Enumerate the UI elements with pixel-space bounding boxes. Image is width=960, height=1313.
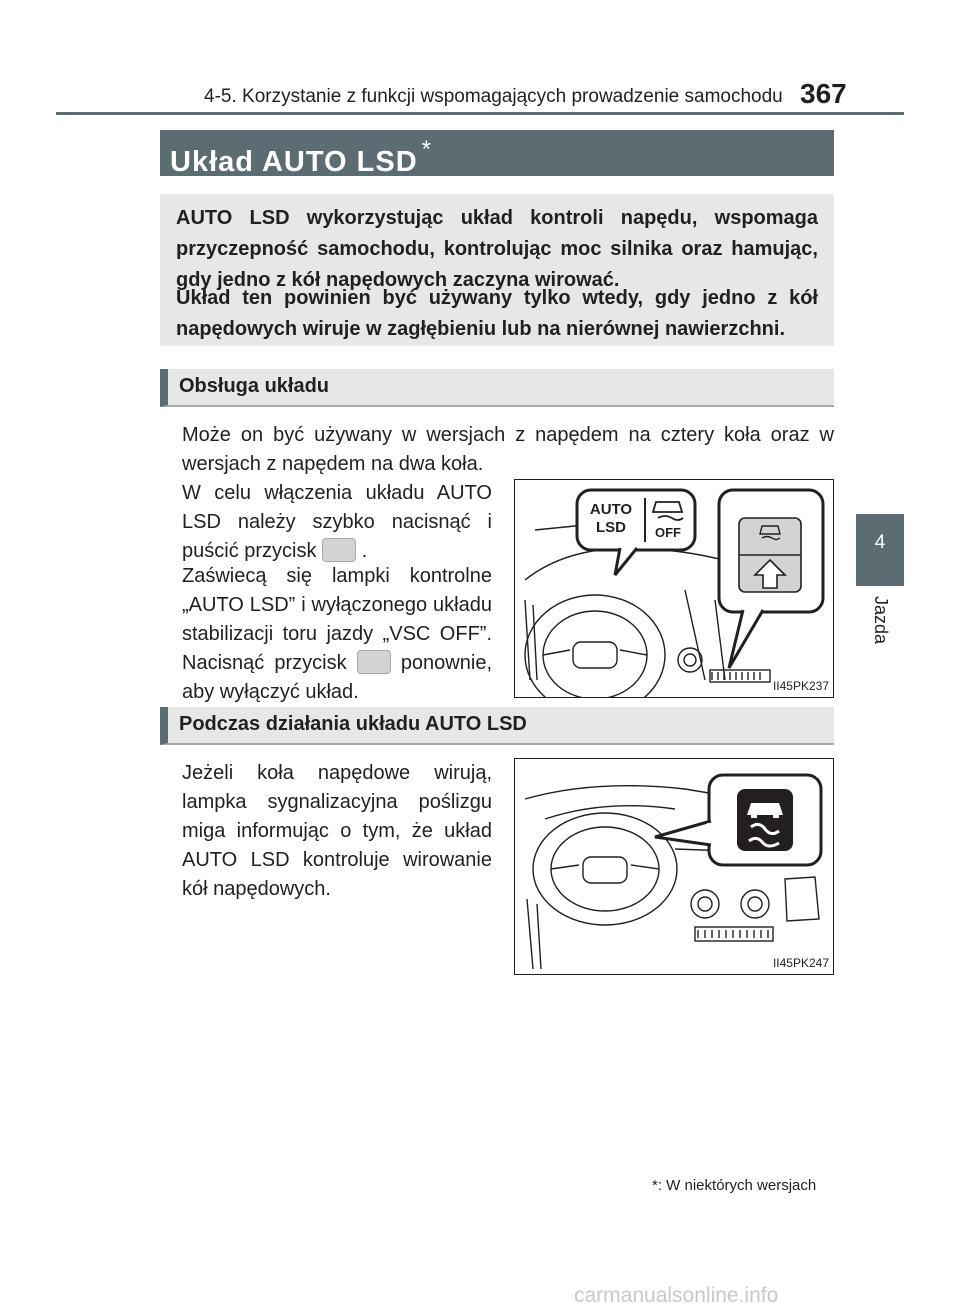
vsc-off-button-icon [322, 538, 356, 562]
title-bar [160, 130, 834, 176]
running-header: 4-5. Korzystanie z funkcji wspomagających prowadzenie samochodu [204, 86, 783, 107]
section-heading-text: Obsługa układu [179, 375, 330, 397]
callout-off: OFF [655, 525, 681, 540]
section-heading-operation [160, 369, 834, 407]
figure-slip-indicator [514, 758, 834, 975]
indicators-end: ponownie, aby wyłączyć układ. [182, 652, 492, 703]
page-number: 367 [800, 78, 847, 109]
dashboard-illustration [515, 480, 834, 698]
watermark: carmanualsonline.info [574, 1284, 779, 1307]
intro-box [160, 194, 834, 346]
activation-end: . [361, 540, 368, 562]
activation-text: W celu włączenia układu AUTO LSD należy szybko nacisnąć i puścić przycisk [182, 482, 492, 562]
title-asterisk: * [421, 136, 432, 163]
callout-lsd: LSD [596, 519, 626, 536]
paragraph-indicators [182, 562, 492, 707]
paragraph-activation [182, 479, 492, 566]
footnote-asterisk: * [652, 1177, 658, 1194]
vsc-off-button-icon [357, 650, 391, 674]
figure-code: II45PK237 [772, 679, 829, 693]
chapter-label: Jazda [871, 596, 891, 645]
indicators-text: Zaświecą się lampki kontrolne „AUTO LSD” i wyłączonego układu stabilizacji toru jazdy „VSC OFF”. Nacisnąć przycisk [182, 565, 492, 674]
footnote [652, 1177, 816, 1194]
chapter-number: 4 [874, 532, 886, 553]
figure-code: II45PK247 [772, 956, 829, 970]
paragraph-slip-indicator: Jeżeli koła napędowe wirują, lampka sygnalizacyjna poślizgu miga informując o tym, że układ AUTO LSD kontroluje wirowanie kół napędowych. [182, 762, 492, 900]
callout-button [719, 490, 823, 668]
figure-dashboard-button [514, 479, 834, 698]
slip-indicator-illustration [515, 759, 834, 975]
callout-auto: AUTO [589, 501, 633, 518]
header-rule [56, 112, 904, 115]
chapter-tab[interactable] [856, 514, 904, 586]
section-heading-during-operation [160, 707, 834, 745]
section-heading-text: Podczas działania układu AUTO LSD [179, 713, 527, 735]
intro-paragraph-1: AUTO LSD wykorzystując układ kontroli napędu, wspomaga przyczepność samochodu, kontrolując moc silnika oraz hamując, gdy jedno z kół napędowych zaczyna wirować. [176, 207, 818, 291]
paragraph-usage: Może on być używany w wersjach z napędem na cztery koła oraz w wersjach z napędem na dwa koła. [182, 424, 834, 475]
footnote-text: : W niektórych wersjach [657, 1177, 817, 1194]
page-title-text: Układ AUTO LSD [170, 146, 418, 178]
intro-paragraph-2: Układ ten powinien być używany tylko wtedy, gdy jedno z kół napędowych wiruje w zagłębieniu lub na nierównej nawierzchni. [176, 287, 818, 340]
page-title [170, 136, 432, 179]
